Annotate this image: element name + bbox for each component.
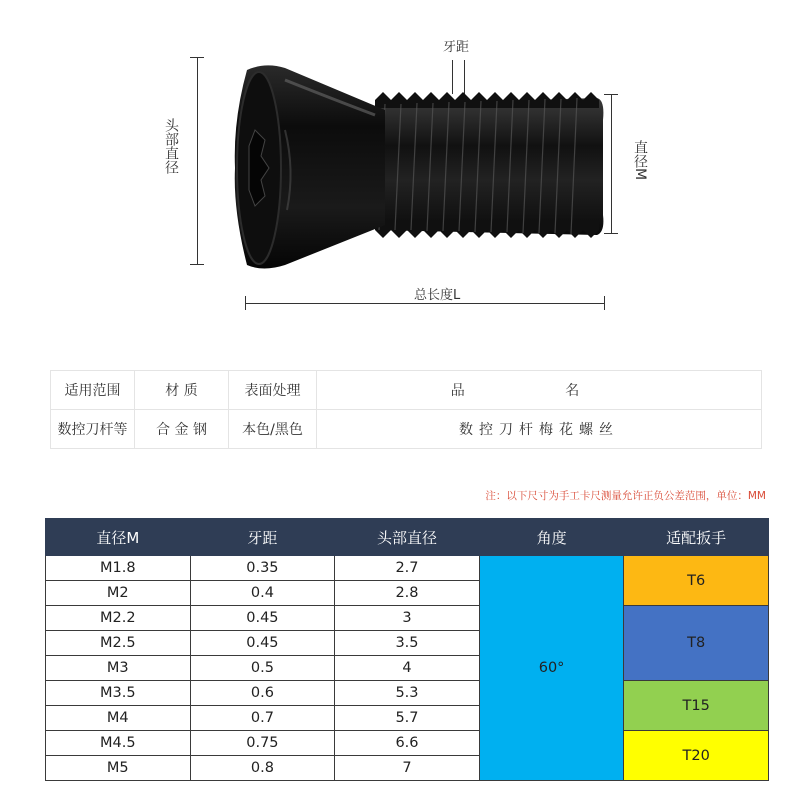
table-row [46,606,769,631]
table-row [46,731,769,756]
cell-wrench-t6: T6 [624,556,769,606]
cell-head-diameter: 5.7 [335,706,480,731]
cell-angle: 60° [479,556,624,781]
cell-diameter: M2.5 [46,631,191,656]
cell-diameter: M3.5 [46,681,191,706]
spec-header-diameter: 直径M [46,519,191,556]
info-value-scope: 数控刀杆等 [51,410,135,449]
cell-wrench-t20: T20 [624,731,769,781]
pitch-label: 牙距 [443,40,470,55]
cell-head-diameter: 2.7 [335,556,480,581]
table-row [46,681,769,706]
info-value-material: 合 金 钢 [135,410,229,449]
measurement-note: 注：以下尺寸为手工卡尺测量允许正负公差范围，单位：MM [485,490,766,502]
info-header-name: 品 名 [317,371,762,410]
info-header-material: 材 质 [135,371,229,410]
length-label: 总长度L [414,288,461,303]
cell-diameter: M1.8 [46,556,191,581]
cell-head-diameter: 6.6 [335,731,480,756]
spec-header-angle: 角度 [479,519,624,556]
length-cap-right [604,296,605,310]
head-diameter-label: 头部直径 [163,118,179,174]
product-info-table [50,370,762,449]
cell-pitch: 0.45 [190,631,335,656]
spec-header-head-diameter: 头部直径 [335,519,480,556]
cell-head-diameter: 5.3 [335,681,480,706]
cell-wrench-t15: T15 [624,681,769,731]
diameter-dim-line [611,94,612,234]
head-dim-cap-bottom [190,264,204,265]
info-header-surface: 表面处理 [229,371,317,410]
cell-pitch: 0.4 [190,581,335,606]
info-value-row [51,410,762,449]
diameter-cap-bottom [604,233,618,234]
cell-pitch: 0.5 [190,656,335,681]
cell-pitch: 0.35 [190,556,335,581]
diameter-label: 直径M [632,140,648,181]
cell-head-diameter: 3 [335,606,480,631]
cell-head-diameter: 2.8 [335,581,480,606]
cell-pitch: 0.8 [190,756,335,781]
cell-diameter: M2 [46,581,191,606]
spec-table [45,518,769,781]
info-header-scope: 适用范围 [51,371,135,410]
cell-head-diameter: 3.5 [335,631,480,656]
cell-pitch: 0.45 [190,606,335,631]
cell-diameter: M4.5 [46,731,191,756]
length-cap-left [245,296,246,310]
spec-header-wrench: 适配扳手 [624,519,769,556]
info-value-name: 数控刀杆梅花螺丝 [317,410,762,449]
cell-head-diameter: 4 [335,656,480,681]
cell-head-diameter: 7 [335,756,480,781]
cell-pitch: 0.7 [190,706,335,731]
cell-diameter: M3 [46,656,191,681]
cell-diameter: M2.2 [46,606,191,631]
cell-pitch: 0.75 [190,731,335,756]
table-row [46,556,769,581]
length-dim-line [245,303,605,304]
cell-diameter: M5 [46,756,191,781]
cell-wrench-t8: T8 [624,606,769,681]
diameter-cap-top [604,94,618,95]
spec-header-pitch: 牙距 [190,519,335,556]
info-value-surface: 本色/黑色 [229,410,317,449]
cell-pitch: 0.6 [190,681,335,706]
screw-image [225,60,605,275]
info-header-row [51,371,762,410]
spec-header-row [46,519,769,556]
cell-diameter: M4 [46,706,191,731]
head-dim-line [197,57,198,265]
